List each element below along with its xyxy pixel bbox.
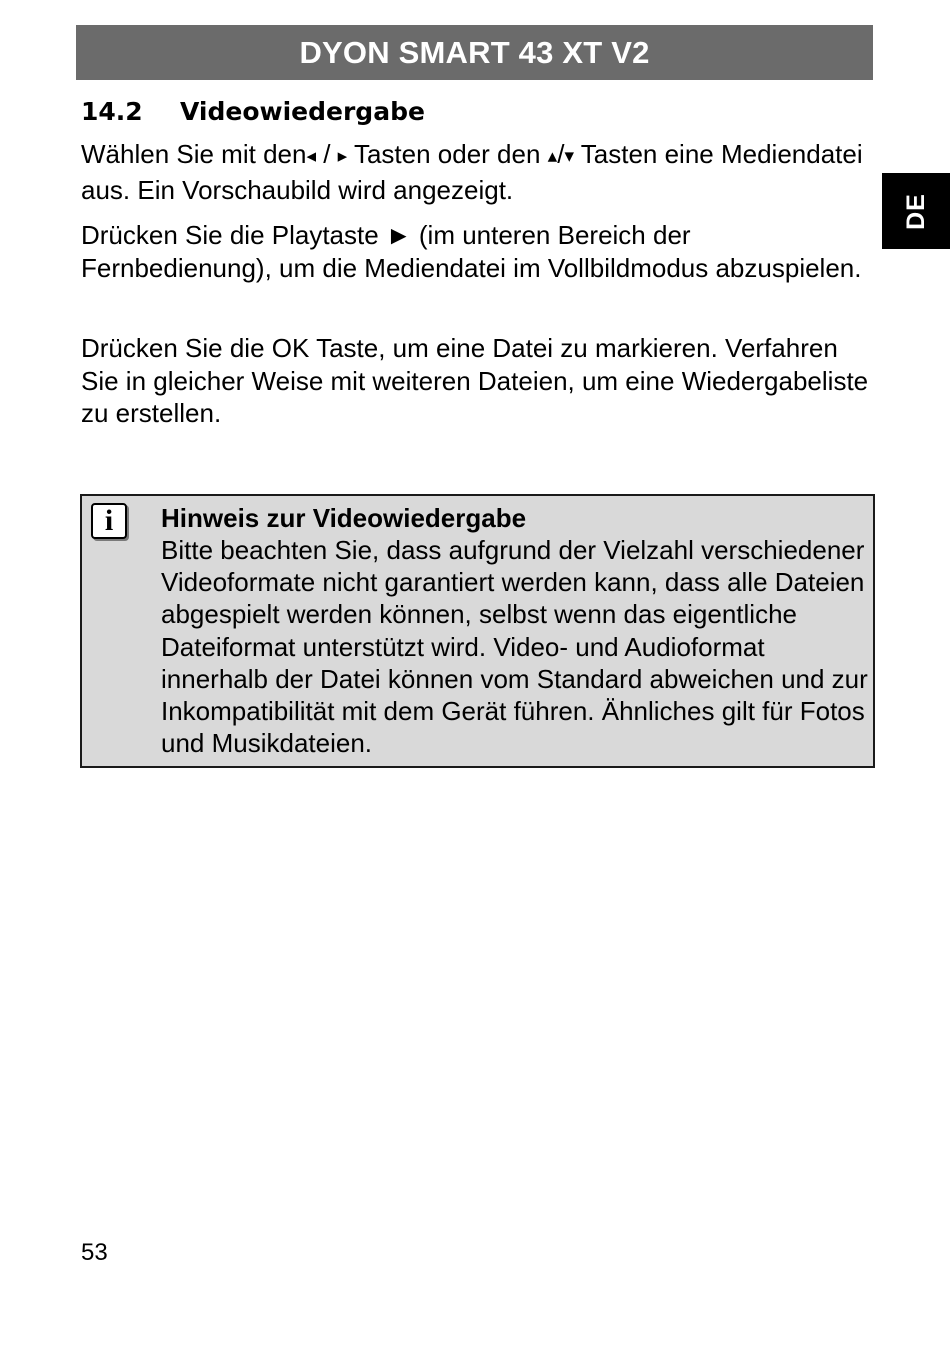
p1-text-end: Tasten eine Mediendatei aus. Ein Vorschaubild wird angezeigt. <box>81 139 863 205</box>
note-body: Bitte beachten Sie, dass aufgrund der Vielzahl verschiedener Videoformate nicht garantiert werden kann, dass alle Dateien abgespielt werden können, selbst wenn das eigentliche Dateiformat unterstützt wird. Video- und Audioformat innerhalb der Datei können vom Standard abweichen und zur Inkompatibilität mit dem Gerät führen. Ähnliches gilt für Fotos und Musikdateien. <box>161 535 868 759</box>
language-tab <box>882 173 950 249</box>
left-arrow-icon: ◂ <box>306 146 316 167</box>
info-note-box <box>80 494 875 768</box>
document-header <box>76 25 873 80</box>
p1-slash-2: / <box>557 139 565 169</box>
paragraph-playlist: Drücken Sie die OK Taste, um eine Datei zu markieren. Verfahren Sie in gleicher Weise mit weiteren Dateien, um eine Wiedergabeliste zu erstellen. <box>81 333 869 428</box>
section-heading <box>81 97 425 126</box>
down-arrow-icon: ▾ <box>564 146 574 167</box>
page-number: 53 <box>81 1239 108 1266</box>
p1-text-middle: Tasten oder den <box>347 139 548 169</box>
document-title: DYON SMART 43 XT V2 <box>299 34 650 70</box>
section-title: Videowiedergabe <box>180 97 425 126</box>
paragraph-play: Drücken Sie die Playtaste ► (im unteren Bereich der Fernbedienung), um die Mediendatei im Vollbildmodus abzuspielen. <box>81 220 862 283</box>
language-tab-label: DE <box>901 192 930 230</box>
right-arrow-icon: ▸ <box>337 146 348 167</box>
section-number: 14.2 <box>81 97 143 126</box>
up-arrow-icon: ▴ <box>547 146 558 167</box>
p1-slash: / <box>316 139 338 169</box>
paragraph-select-media <box>81 138 871 206</box>
info-icon <box>91 503 127 539</box>
info-icon-glyph: i <box>104 504 114 537</box>
p1-text-start: Wählen Sie mit den <box>81 139 307 169</box>
note-title: Hinweis zur Videowiedergabe <box>161 503 527 533</box>
